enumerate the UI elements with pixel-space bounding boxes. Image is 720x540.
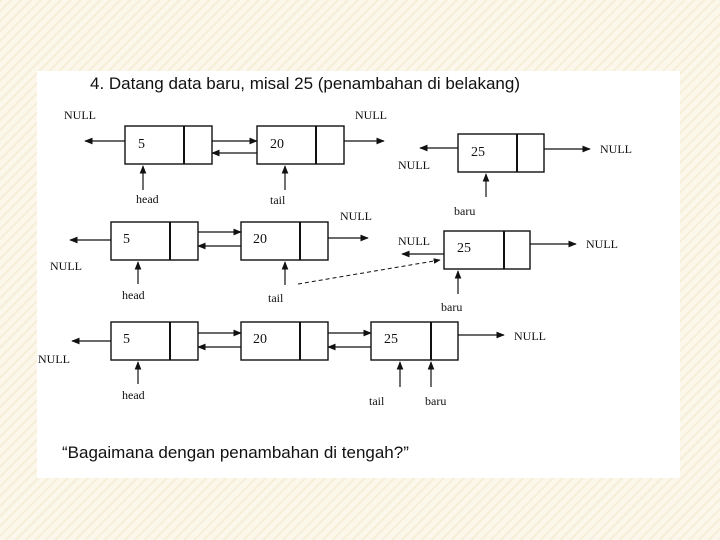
pointer-label: baru (441, 300, 463, 314)
null-label: NULL (398, 158, 430, 172)
new-node-25 (444, 231, 530, 269)
node-5 (111, 222, 198, 260)
pointer-label: tail (268, 291, 284, 305)
pointer-label: tail (270, 193, 286, 207)
null-label: NULL (50, 259, 82, 273)
pointer-label: head (122, 388, 145, 402)
question-text: “Bagaimana dengan penambahan di tengah?” (62, 443, 409, 462)
pointer-label: tail (369, 394, 385, 408)
node-value: 25 (471, 145, 485, 160)
node-20 (241, 222, 328, 260)
node-25 (371, 322, 458, 360)
slide-heading: 4. Datang data baru, misal 25 (penambahan di belakang) (90, 74, 521, 93)
null-label: NULL (398, 234, 430, 248)
pointer-label: head (136, 192, 159, 206)
row-3 (38, 322, 546, 408)
null-label: NULL (355, 108, 387, 122)
null-label: NULL (586, 237, 618, 251)
null-label: NULL (340, 209, 372, 223)
node-20 (241, 322, 328, 360)
null-label: NULL (514, 329, 546, 343)
pointer-label: head (122, 288, 145, 302)
null-label: NULL (64, 108, 96, 122)
node-value: 5 (123, 232, 130, 247)
pointer-label: baru (425, 394, 447, 408)
node-value: 20 (270, 137, 284, 152)
row-1 (64, 108, 632, 218)
new-node-25 (458, 134, 544, 172)
row-2 (50, 209, 618, 314)
node-value: 25 (384, 332, 398, 347)
node-5 (125, 126, 212, 164)
node-value: 5 (123, 332, 130, 347)
node-value: 20 (253, 332, 267, 347)
node-value: 25 (457, 241, 471, 256)
pointer-label: baru (454, 204, 476, 218)
node-value: 20 (253, 232, 267, 247)
null-label: NULL (600, 142, 632, 156)
node-20 (257, 126, 344, 164)
dashed-link (298, 260, 440, 284)
node-5 (111, 322, 198, 360)
null-label: NULL (38, 352, 70, 366)
node-value: 5 (138, 137, 145, 152)
